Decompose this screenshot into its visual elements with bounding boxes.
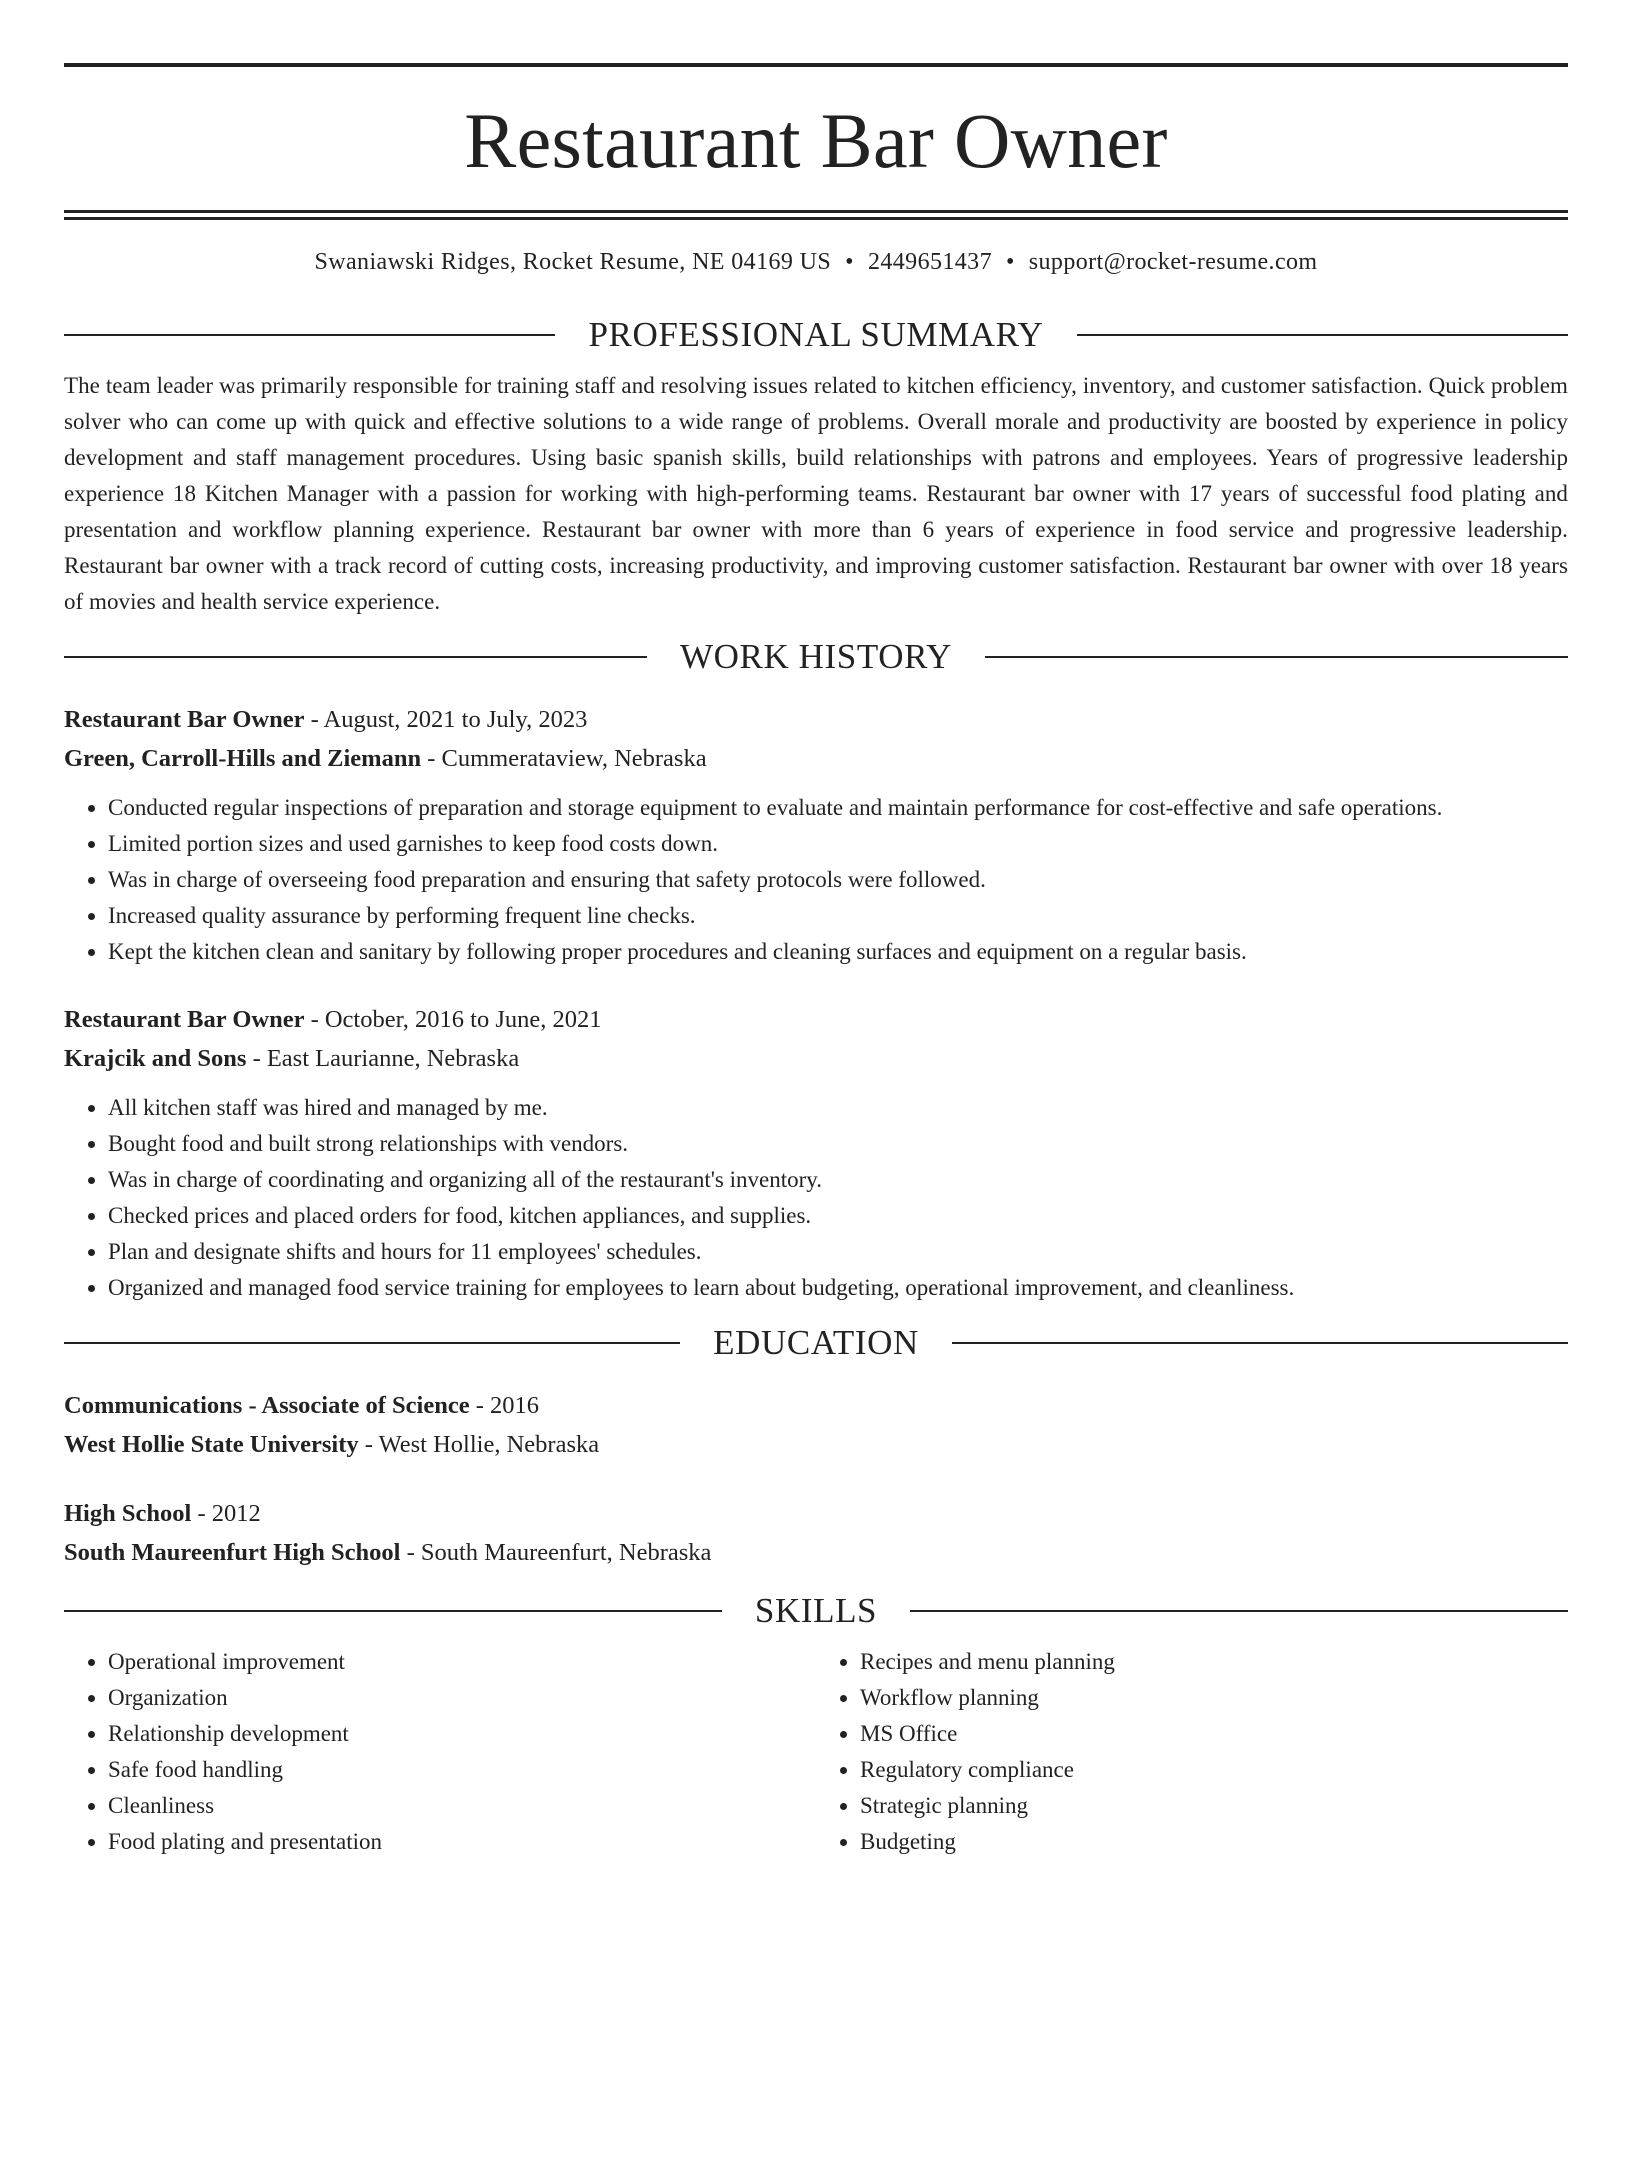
- skill-item: • MS Office: [860, 1716, 1568, 1752]
- section-rule-left: [64, 656, 647, 658]
- education-school: South Maureenfurt High School: [64, 1538, 401, 1566]
- job-bullet: • Checked prices and placed orders for food, kitchen appliances, and supplies.: [108, 1198, 1568, 1234]
- section-rule-left: [64, 1610, 722, 1612]
- skill-item: • Safe food handling: [108, 1752, 816, 1788]
- skill-item: • Operational improvement: [108, 1644, 816, 1680]
- job-location: - East Laurianne, Nebraska: [246, 1044, 520, 1072]
- skill-item: • Organization: [108, 1680, 816, 1716]
- section-title: EDUCATION: [713, 1322, 919, 1362]
- job-title-line: [64, 1000, 1568, 1039]
- section-rule-right: [985, 656, 1568, 658]
- contact-phone: 2449651437: [867, 249, 992, 275]
- section-title: SKILLS: [754, 1590, 878, 1630]
- job-bullet: • Bought food and built strong relationships with vendors.: [108, 1126, 1568, 1162]
- education-year: - 2012: [191, 1499, 261, 1527]
- education-location: - West Hollie, Nebraska: [358, 1430, 600, 1458]
- skill-item: • Relationship development: [108, 1716, 816, 1752]
- education-degree: High School: [64, 1499, 192, 1527]
- section-rule-left: [64, 1342, 680, 1344]
- section-summary-heading: [64, 314, 1568, 356]
- job-entry: [64, 700, 1568, 970]
- contact-separator: •: [1005, 249, 1015, 275]
- resume-page: [0, 63, 1632, 2175]
- education-school: West Hollie State University: [64, 1430, 359, 1458]
- education-degree: Communications - Associate of Science: [64, 1391, 470, 1419]
- job-bullet: • Kept the kitchen clean and sanitary by following proper procedures and cleaning surfaces and equipment on a regular basis.: [108, 934, 1568, 970]
- contact-line: [64, 248, 1568, 277]
- section-rule-right: [910, 1610, 1568, 1612]
- education-school-line: [64, 1533, 1568, 1572]
- education-entry: [64, 1494, 1568, 1572]
- skill-item: • Strategic planning: [860, 1788, 1568, 1824]
- job-bullet: • All kitchen staff was hired and managed by me.: [108, 1090, 1568, 1126]
- job-bullet: • Organized and managed food service training for employees to learn about budgeting, operational improvement, and cleanliness.: [108, 1270, 1568, 1306]
- education-degree-line: [64, 1494, 1568, 1533]
- section-rule-right: [952, 1342, 1568, 1344]
- education-year: - 2016: [469, 1391, 539, 1419]
- contact-address: Swaniawski Ridges, Rocket Resume, NE 04169 US: [314, 249, 832, 275]
- job-company-line: [64, 739, 1568, 778]
- skills-column-left: [64, 1644, 816, 1860]
- section-skills-heading: [64, 1590, 1568, 1632]
- skill-item: • Budgeting: [860, 1824, 1568, 1860]
- skills-column-right: [816, 1644, 1568, 1860]
- job-bullets: [64, 790, 1568, 970]
- job-entry: [64, 1000, 1568, 1306]
- job-bullet: • Plan and designate shifts and hours for 11 employees' schedules.: [108, 1234, 1568, 1270]
- job-company: Krajcik and Sons: [64, 1044, 247, 1072]
- job-bullet: • Increased quality assurance by performing frequent line checks.: [108, 898, 1568, 934]
- job-bullet: • Was in charge of coordinating and organizing all of the restaurant's inventory.: [108, 1162, 1568, 1198]
- section-title: PROFESSIONAL SUMMARY: [588, 314, 1044, 354]
- job-title-line: [64, 700, 1568, 739]
- job-position: Restaurant Bar Owner: [64, 1005, 305, 1033]
- job-bullet: • Was in charge of overseeing food preparation and ensuring that safety protocols were followed.: [108, 862, 1568, 898]
- job-company-line: [64, 1039, 1568, 1078]
- skill-item: • Cleanliness: [108, 1788, 816, 1824]
- section-title: WORK HISTORY: [680, 636, 952, 676]
- skill-item: • Regulatory compliance: [860, 1752, 1568, 1788]
- job-company: Green, Carroll-Hills and Ziemann: [64, 744, 422, 772]
- education-degree-line: [64, 1386, 1568, 1425]
- education-entry: [64, 1386, 1568, 1464]
- job-bullet: • Limited portion sizes and used garnishes to keep food costs down.: [108, 826, 1568, 862]
- job-dates: - October, 2016 to June, 2021: [304, 1005, 602, 1033]
- job-bullet: • Conducted regular inspections of preparation and storage equipment to evaluate and maintain performance for cost-effective and safe operations.: [108, 790, 1568, 826]
- header-top-rule: [64, 63, 1568, 67]
- contact-email: support@rocket-resume.com: [1028, 249, 1318, 275]
- resume-name: Restaurant Bar Owner: [464, 97, 1168, 184]
- job-position: Restaurant Bar Owner: [64, 705, 305, 733]
- education-location: - South Maureenfurt, Nebraska: [400, 1538, 712, 1566]
- education-school-line: [64, 1425, 1568, 1464]
- skill-item: • Workflow planning: [860, 1680, 1568, 1716]
- section-education-heading: [64, 1322, 1568, 1364]
- job-location: - Cummerataview, Nebraska: [421, 744, 707, 772]
- skill-item: • Food plating and presentation: [108, 1824, 816, 1860]
- header-double-rule: [64, 210, 1568, 213]
- job-dates: - August, 2021 to July, 2023: [304, 705, 588, 733]
- job-bullets: [64, 1090, 1568, 1306]
- section-work-heading: [64, 636, 1568, 678]
- section-rule-left: [64, 334, 555, 336]
- skill-item: • Recipes and menu planning: [860, 1644, 1568, 1680]
- summary-text: The team leader was primarily responsible for training staff and resolving issues related to kitchen efficiency, inventory, and customer satisfaction. Quick problem solver who can come up with quick and effective solutions to a wide range of problems. Overall morale and productivity are boosted by experience in policy development and staff management procedures. Using basic spanish skills, build relationships with patrons and employees. Years of progressive leadership experience 18 Kitchen Manager with a passion for working with high-performing teams. Restaurant bar owner with 17 years of successful food plating and presentation and workflow planning experience. Restaurant bar owner with more than 6 years of experience in food service and progressive leadership. Restaurant bar owner with a track record of cutting costs, increasing productivity, and improving customer satisfaction. Restaurant bar owner with over 18 years of movies and health service experience.: [64, 372, 1568, 614]
- section-rule-right: [1077, 334, 1568, 336]
- skills-list: [64, 1644, 1568, 1860]
- contact-separator: •: [845, 249, 854, 275]
